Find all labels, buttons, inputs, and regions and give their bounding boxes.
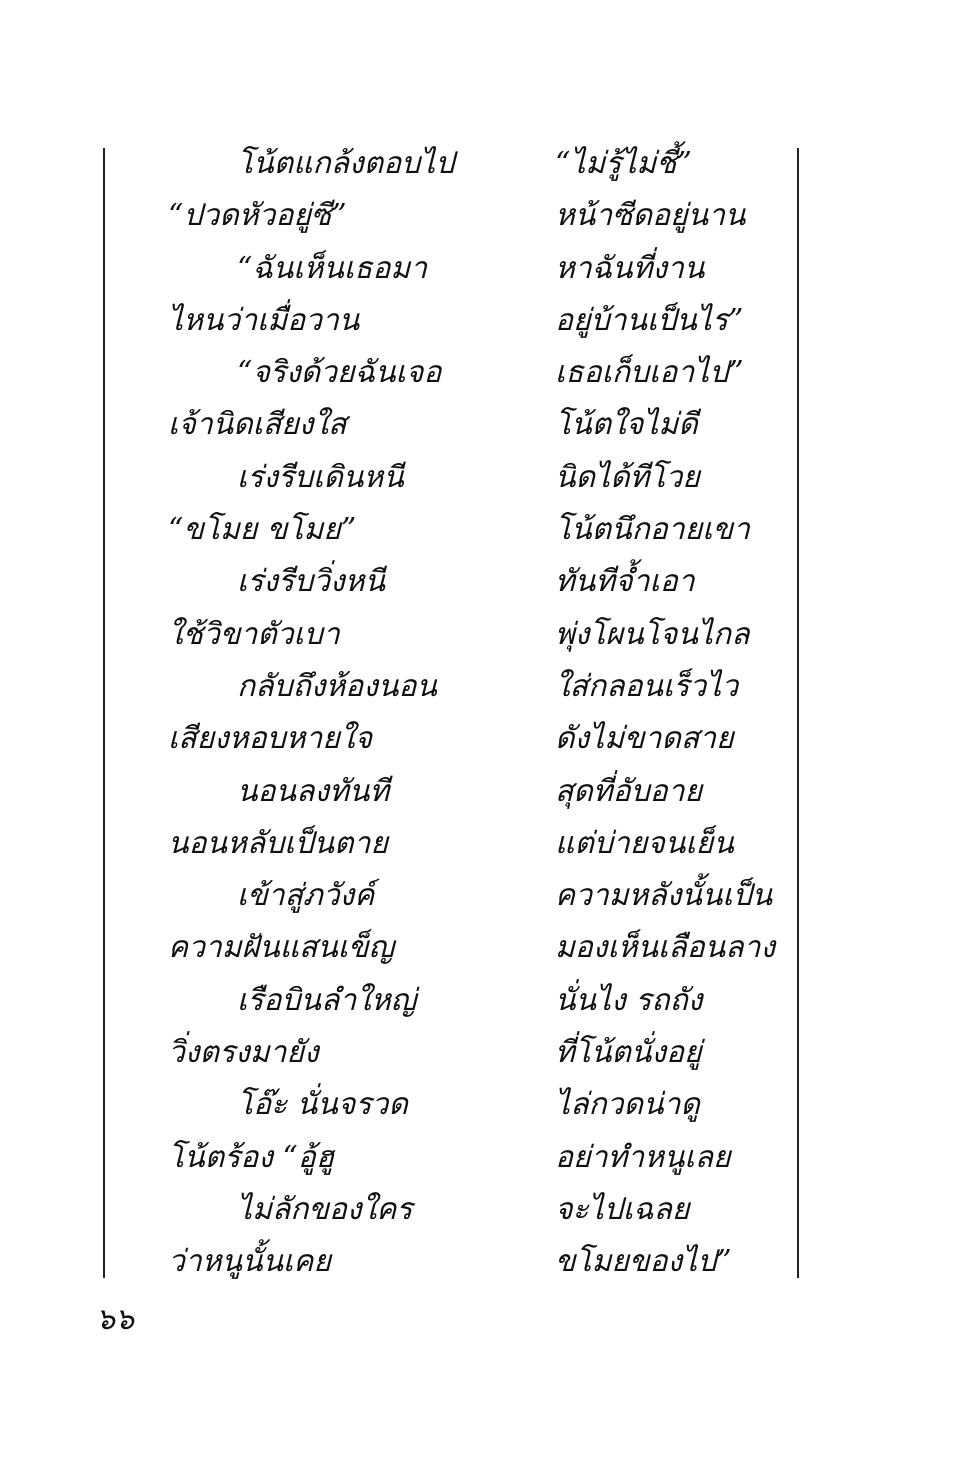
poem-line-first-half: ว่าหนูนั้นเคย xyxy=(168,1244,331,1280)
poem-line-first-half: โน้ตร้อง “อู้ฮู xyxy=(168,1139,335,1175)
poem-row xyxy=(0,556,956,608)
poem-line-second-half: “ไม่รู้ไม่ชี้” xyxy=(555,146,692,181)
poem-line-first-half: ไหนว่าเมื่อวาน xyxy=(168,302,360,338)
poem-line-second-half: เธอเก็บเอาไป” xyxy=(555,355,744,391)
poem-row xyxy=(0,922,956,974)
poem-line-second-half: อย่าทำหนูเลย xyxy=(555,1139,731,1175)
poem-row xyxy=(0,818,956,870)
poem-line-first-half: “ขโมย ขโมย” xyxy=(168,512,357,548)
poem-line-second-half: ไล่กวดน่าดู xyxy=(555,1087,700,1123)
poem-line-first-half: โน้ตแกล้งตอบไป xyxy=(237,146,455,181)
poem-row xyxy=(0,1132,956,1184)
poem-line-second-half: นั่นไง รถถัง xyxy=(555,982,703,1018)
poem-row xyxy=(0,1184,956,1236)
poem-row xyxy=(0,975,956,1027)
poem-line-second-half: ทันทีจ้ำเอา xyxy=(555,564,695,600)
page-number: ๖๖ xyxy=(96,1302,135,1337)
poem-line-first-half: เสียงหอบหายใจ xyxy=(168,721,373,757)
poem-row xyxy=(0,452,956,504)
poem-line-first-half: เจ้านิดเสียงใส xyxy=(168,407,347,443)
poem-row xyxy=(0,347,956,399)
poem-line-second-half: มองเห็นเลือนลาง xyxy=(555,930,776,966)
poem-line-first-half: เร่งรีบวิ่งหนี xyxy=(237,564,385,600)
poem-line-first-half: “ปวดหัวอยู่ซี” xyxy=(168,198,347,234)
poem-line-second-half: อยู่บ้านเป็นไร” xyxy=(555,302,744,338)
poem-line-first-half: “ฉันเห็นเธอมา xyxy=(237,250,428,286)
poem-row xyxy=(0,661,956,713)
poem-line-second-half: ใส่กลอนเร็วไว xyxy=(555,668,739,704)
poem-row xyxy=(0,609,956,661)
poem-line-first-half: วิ่งตรงมายัง xyxy=(168,1035,319,1071)
poem-line-second-half: โน้ตนึกอายเขา xyxy=(555,512,750,548)
poem-line-first-half: ไม่ลักของใคร xyxy=(237,1191,413,1227)
poem-row xyxy=(0,138,956,190)
poem-row xyxy=(0,1079,956,1131)
poem-row xyxy=(0,295,956,347)
poem-line-second-half: นิดได้ทีโวย xyxy=(555,459,700,495)
poem-line-second-half: สุดที่อับอาย xyxy=(555,773,703,809)
poem-row xyxy=(0,713,956,765)
poem-row xyxy=(0,190,956,242)
poem-line-first-half: “จริงด้วยฉันเจอ xyxy=(237,355,442,391)
poem-line-first-half: ใช้วิขาตัวเบา xyxy=(168,616,340,652)
poem-row xyxy=(0,1027,956,1079)
poem-row xyxy=(0,399,956,451)
poem-row xyxy=(0,766,956,818)
poem-line-second-half: พุ่งโผนโจนไกล xyxy=(555,616,750,652)
poem-row xyxy=(0,870,956,922)
poem-line-first-half: ความฝันแสนเข็ญ xyxy=(168,930,395,966)
poem-row xyxy=(0,504,956,556)
poem-row xyxy=(0,1236,956,1288)
poem-line-first-half: เรือบินลำใหญ่ xyxy=(237,982,417,1018)
poem-line-second-half: หน้าซีดอยู่นาน xyxy=(555,198,746,234)
poem-line-first-half: เข้าสู่ภวังค์ xyxy=(237,878,375,914)
poem-line-second-half: โน้ตใจไม่ดี xyxy=(555,407,698,443)
poem-line-second-half: ที่โน้ตนั่งอยู่ xyxy=(555,1035,702,1071)
poem-row xyxy=(0,243,956,295)
poem-line-second-half: หาฉันที่งาน xyxy=(555,250,705,286)
poem-line-first-half: เร่งรีบเดินหนี xyxy=(237,459,404,495)
poem-line-second-half: แต่บ่ายจนเย็น xyxy=(555,825,734,861)
poem-line-second-half: ความหลังนั้นเป็น xyxy=(555,878,773,914)
poem xyxy=(0,138,956,1289)
poem-line-first-half: กลับถึงห้องนอน xyxy=(237,668,437,704)
poem-line-first-half: นอนลงทันที xyxy=(237,773,390,809)
poem-line-second-half: ขโมยของไป” xyxy=(555,1244,732,1280)
poem-line-first-half: โอ๊ะ นั่นจรวด xyxy=(237,1087,408,1123)
poem-line-second-half: ดังไม่ขาดสาย xyxy=(555,721,734,757)
poem-line-first-half: นอนหลับเป็นตาย xyxy=(168,825,388,861)
poem-line-second-half: จะไปเฉลย xyxy=(555,1191,690,1227)
